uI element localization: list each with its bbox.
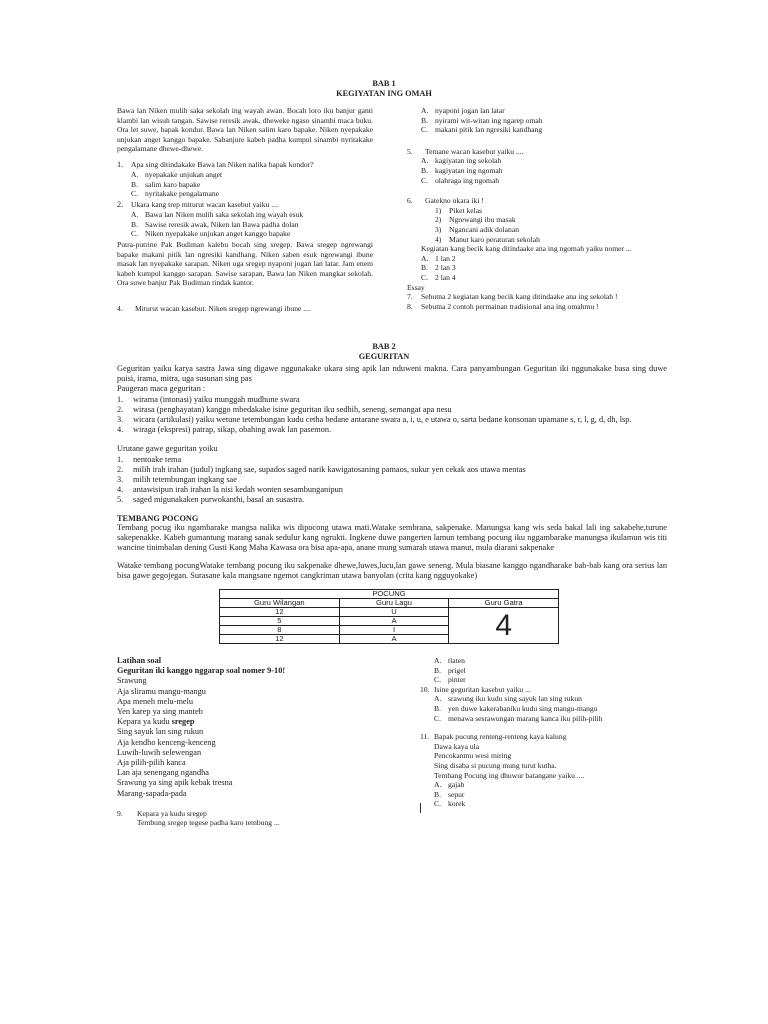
question-11-option-a: A. gajah [434, 780, 465, 790]
poem-bold-word: sregep [171, 717, 195, 727]
question-1-option-a: A. nyepakake unjukan anget [131, 170, 223, 180]
poem-line: Aja pilih-pilih kanca [117, 758, 186, 768]
pocung-header-wilangan: Guru Wilangan [220, 599, 340, 608]
pocung-table [219, 589, 559, 644]
pocung-cell-wilangan: 12 [220, 608, 340, 617]
paugeran-item-2: 2. wirasa (penghayatan) kanggo mbedakake isine geguritan iku sedhih, seneng, semangat apa nesu [117, 404, 452, 414]
question-5: 5. Temane wacan kasebut yaiku .... [407, 146, 524, 156]
urutane-item-3: 3. milih tetembungan ingkang sae [117, 475, 237, 485]
poem-line: Sing sayuk lan sing rukun [117, 727, 204, 737]
question-6-option-b: B. 2 lan 3 [421, 263, 456, 273]
poem-line: Srawung [117, 676, 147, 686]
question-5-option-c: C. olahraga ing ngomah [421, 175, 500, 185]
pocung-table-title: POCUNG [220, 590, 559, 599]
poem-line: Apa meneh melu-melu [117, 696, 194, 706]
bab2-content [117, 364, 667, 506]
latihan-right [420, 656, 670, 809]
pocung-cell-wilangan: 5 [220, 617, 340, 626]
pocong-heading: TEMBANG POCONG [117, 514, 199, 523]
question-11-line: Pencokanmu wesi miring [434, 751, 512, 761]
question-9-option-b: B. prigel [434, 665, 466, 675]
question-7: 7. Sebutna 2 kegiatan kang becik kang ditindaake ana ing sekolah ! [407, 292, 618, 302]
pocung-cell-gatra: 4 [449, 608, 559, 644]
question-2: 2. Ukara kang trep miturut wacan kasebut yaiku .... [117, 199, 279, 209]
bab1-title: BAB 1 [372, 79, 396, 88]
poem-line: Kepara ya kudu sregep [117, 717, 195, 727]
pocung-cell-wilangan: 12 [220, 635, 340, 644]
question-4-option-b: B. nyirami wit-witan ing ngarep omah [421, 115, 543, 125]
question-1-option-c: C. nyritakake pengalamane [131, 189, 220, 199]
bab2-intro: Geguritan yaiku karya sastra Jawa sing digawe nggunakake ukara sing apik lan nduweni makna. Cara panyambungan Geguritan iki nggunakake basa sing duwe puisi, irama, mitra, uga susunan sing pas [117, 364, 667, 384]
question-6-item-1: 1) Piket kelas [435, 205, 483, 215]
question-9-option-c: C. pinter [434, 675, 466, 685]
poem-line: Yen karep ya sing manteb [117, 707, 203, 717]
question-4-option-c: C. makani pitik lan ngresiki kandhang [421, 125, 543, 135]
urutane-item-5: 5. saged migunakaken purwokanthi, basal an susastra. [117, 495, 305, 505]
bab2-title: BAB 2 [372, 342, 396, 351]
question-10-option-a: A. srawung iku kudu sing sayuk lan sing rukun [434, 694, 582, 704]
question-1: 1. Apa sing ditindakake Bawa lan Niken nalika bapak kondor? [117, 160, 314, 169]
poem-line: Srawung ya sing apik kebak tresna [117, 778, 233, 788]
pocung-header-lagu: Guru Lagu [339, 599, 449, 608]
text-cursor [420, 803, 421, 813]
question-6-option-a: A. 1 lan 2 [421, 253, 456, 263]
question-6-option-c: C. 2 lan 4 [421, 272, 456, 282]
question-6-item-3: 3) Ngancani adik dolanan [435, 224, 520, 234]
question-4-option-a: A. nyaponi jogan lan latar [421, 106, 505, 115]
question-10: 10. Isine geguritan kasebut yaiku ... [420, 684, 531, 694]
pocung-cell-lagu: A [339, 617, 449, 626]
question-11-option-b: B. sepur [434, 789, 465, 799]
question-9-option-a: A. tlaten [434, 656, 465, 665]
question-6-text: Kegiatan kang becik kang ditindaake ana ing ngomah yaiku nomer ... [421, 244, 632, 254]
paugeran-item-4: 4. wiraga (ekspresi) patrap, sikap, obahing awak lan pasemon. [117, 425, 332, 435]
pocung-cell-lagu: A [339, 635, 449, 644]
essay-label: Essay [407, 282, 425, 292]
question-11-line: Sing disaba si pucung mung turut kutha. [434, 760, 557, 770]
bab2-subtitle: GEGURITAN [358, 352, 410, 361]
question-11-line: Tembang Pocung ing dhuwur batangane yaiku .... [434, 770, 585, 780]
pocong-paragraph: Tembang pocug iku ngambarake mangsa nalika wis dipocong utawa mati.Watake sembrana, sakpenake. Manungsa kang wis seda bakal lali ing sakabehe,turune sakepenakke. Kabeh gumantung marang sanak sedulur kang ngrukti. Ingkene duwe pangerten lamun tembang pocung iku nggambarake manungsa ikulamun wis titi wancine tinimbalan dening Gusti Kang Maha Kawasa ora bisa apa-apa, anane mung sumarah utawa manut, mula diarani sakpenake [117, 523, 667, 553]
question-2-option-a: A. Bawa lan Niken mulih saka sekolah ing wayah esuk [131, 210, 304, 220]
question-2-option-b: B. Sawise reresik awak, Niken lan Bawa padha dolan [131, 219, 299, 229]
latihan-left [117, 656, 407, 828]
question-5-option-b: B. kagiyatan ing ngomah [421, 165, 503, 175]
latihan-instruction: Geguritan iki kanggo nggarap soal nomer 9-10! [117, 666, 286, 676]
question-11-option-c: C. korek [434, 799, 466, 809]
question-1-option-b: B. salim karo bapake [131, 179, 201, 189]
paugeran-item-3: 3. wicara (artikulasi) yaiku wetune tetembungan kudu cetha bedane antarane swara a, i, u, e utawa o, sarta bedane konsonan upamane s, r, l, g, d, dh, lsp. [117, 415, 632, 425]
bab1-paragraph2: Putra-putrine Pak Budiman kalebu bocah sing sregep. Bawa sregep ngrewangi bapake makani pitik lan ngresiki kandhang. Niken saben esuk ngrewangi ibune masak lan nyepakake sarapan. Niken uga sregep nyaponi jogan lan latar. Jam enem kabeh kumpul kanggo sarapan. Sawise sarapan, Bawa lan Niken mangkat sekolah. Ora suwe banjur Pak Budiman tindak kantor. [117, 240, 373, 288]
pocung-header-gatra: Guru Gatra [449, 599, 559, 608]
urutane-item-2: 2. milih irah irahan (judul) ingkang sae, supados saged narik kawigatosaning pamaos, sukur yen cekak aos utawa mentas [117, 464, 526, 474]
bab1-right-column [407, 106, 667, 311]
bab1-questions-left [117, 160, 377, 239]
question-5-option-a: A. kagiyatan ing sekolah [421, 156, 502, 166]
latihan-heading: Latihan soal [117, 656, 162, 665]
poem-line: Lan aja senengang ngandha [117, 768, 209, 778]
pocung-cell-lagu: U [339, 608, 449, 617]
urutane-item-1: 1. nentoake tema [117, 454, 182, 464]
question-6: 6. Gatekno ukara iki ! [407, 196, 484, 206]
urutane-item-4: 4. antawisipun irah irahan la nisi kedah wonten sesambunganipun [117, 485, 343, 495]
paugeran-label: Paugeran maca geguritan : [117, 384, 206, 394]
pocong-paragraph-2: Watake tembang pocungWatake tembang pocung iku sakpenake dhewe,luwes,lucu,lan gawe seneng. Mula biasane kanggo ngandharake bab-bab kang ora serius lan bisa gawe gegojegan. Surasane kala mangsane ngemot cangkriman utawa banyolan (crita kang ngguyokake) [117, 561, 667, 581]
question-9-text: Tembung sregep tegese padha karo tembung ... [137, 818, 280, 828]
paugeran-item-1: 1. wirama (intonasi) yaiku munggah mudhune swara [117, 394, 300, 404]
question-8: 8. Sebutna 2 contoh permainan tradisional ana ing omahmu ! [407, 301, 599, 311]
poem-line: Aja sliramu mangu-mangu [117, 686, 206, 696]
poem-line: Marang-sapada-pada [117, 788, 187, 798]
question-10-option-b: B. yen duwe kakerabaniku kudu sing mangu-mangu [434, 703, 598, 713]
question-2-option-c: C. Niken nyepakake unjukan anget kanggo bapake [131, 229, 291, 239]
question-6-item-4: 4) Manut karo peraturan sekolah [435, 234, 540, 244]
pocung-cell-lagu: I [339, 626, 449, 635]
poem-line: Aja kendho kenceng-kenceng [117, 737, 216, 747]
question-11-line: Dawa kaya ula [434, 741, 480, 751]
question-9: 9. Kepara ya kudu sregep [117, 808, 207, 818]
poem-line: Luwih-luwih selewengan [117, 747, 202, 757]
pocung-cell-wilangan: 8 [220, 626, 340, 635]
question-4: 4. Miturut wacan kasebut. Niken sregep ngrewangi ibune .... [117, 304, 311, 313]
question-10-option-c: C. menawa sesrawungan marang kanca iku pilih-pilih [434, 713, 603, 723]
bab1-paragraph1: Bawa lan Niken mulih saka sekolah ing wayah awan. Bocah loro iku banjur ganti klambi lan wisuh tangan. Sawise reresik awak, dheweke ngaso sinambi maca buku. Ora let suwe, bapak kondur. Bawa lan Niken salim karo bapake. Niken nyepakake unjukan anget kanggo bapake. Sabanjure kabeh padha kumpul sinambi nyritakake pengalamane dhewe-dhewe. [117, 106, 373, 154]
bab1-subtitle: KEGIYATAN ING OMAH [336, 89, 432, 98]
question-11: 11. Bapak pucung renteng-renteng kaya kalung [420, 732, 567, 742]
question-6-item-2: 2) Ngrewangi ibu masak [435, 215, 516, 225]
urutane-label: Urutane gawe geguritan yoiku [117, 444, 218, 454]
